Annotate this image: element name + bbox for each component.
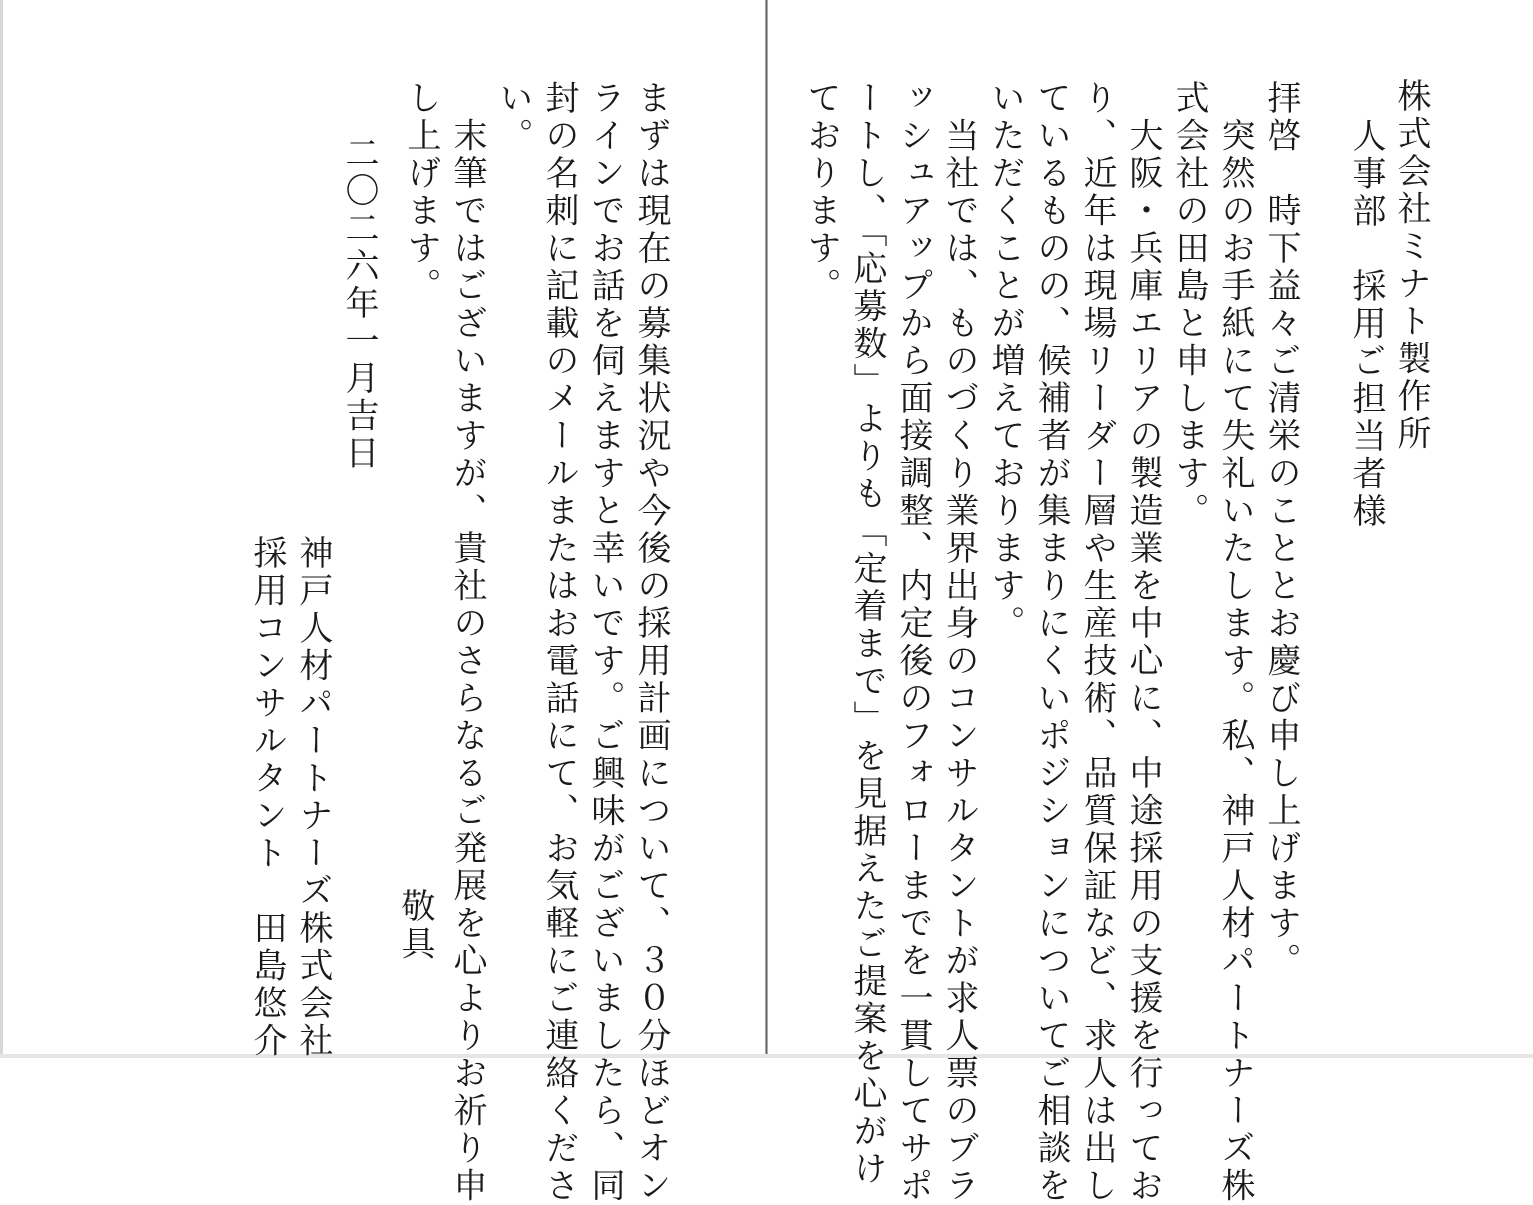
body-column: 拝啓 時下益々ご清栄のこととお慶び申し上げます。 <box>1261 80 1301 980</box>
recipient-company: 株式会社ミナト製作所 <box>1391 78 1431 453</box>
body-column: いただくことが増えております。 <box>985 80 1025 643</box>
body-column: ているものの、候補者が集まりにくいポジションについてご相談を <box>1031 80 1071 1205</box>
body-column: ております。 <box>801 80 841 305</box>
body-column: ッシュアップから面接調整、内定後のフォローまでを一貫してサポ <box>893 80 933 1205</box>
letter-date: 二〇二六年一月吉日 <box>339 135 379 473</box>
body-column: 大阪・兵庫エリアの製造業を中心に、中途採用の支援を行ってお <box>1123 80 1163 1205</box>
body-column: 末筆ではございますが、貴社のさらなるご発展を心よりお祈り申 <box>447 80 487 1205</box>
paper-edge-bottom <box>0 1054 1533 1058</box>
body-column: 突然のお手紙にて失礼いたします。私、神戸人材パートナーズ株 <box>1215 80 1255 1205</box>
body-column: 封の名刺に記載のメールまたはお電話にて、お気軽にご連絡くださ <box>539 80 579 1205</box>
body-column: ラインでお話を伺えますと幸いです。ご興味がございましたら、同 <box>585 80 625 1205</box>
body-column: い。 <box>493 80 533 155</box>
sender-name: 採用コンサルタント 田島悠介 <box>247 535 287 1060</box>
closing-keigu: 敬具 <box>395 888 435 963</box>
page-fold <box>765 0 768 1058</box>
body-column: り、近年は現場リーダー層や生産技術、品質保証など、求人は出し <box>1077 80 1117 1205</box>
paper-edge-left <box>0 0 3 1058</box>
recipient-contact: 人事部 採用ご担当者様 <box>1346 118 1386 531</box>
body-column: ートし、「応募数」よりも「定着まで」を見据えたご提案を心がけ <box>847 80 887 1188</box>
body-column: まずは現在の募集状況や今後の採用計画について、３０分ほどオン <box>631 80 671 1205</box>
body-column: 式会社の田島と申します。 <box>1169 80 1209 530</box>
sender-company: 神戸人材パートナーズ株式会社 <box>293 535 333 1060</box>
body-column: 当社では、ものづくり業界出身のコンサルタントが求人票のブラ <box>939 80 979 1205</box>
body-column: し上げます。 <box>401 80 441 305</box>
